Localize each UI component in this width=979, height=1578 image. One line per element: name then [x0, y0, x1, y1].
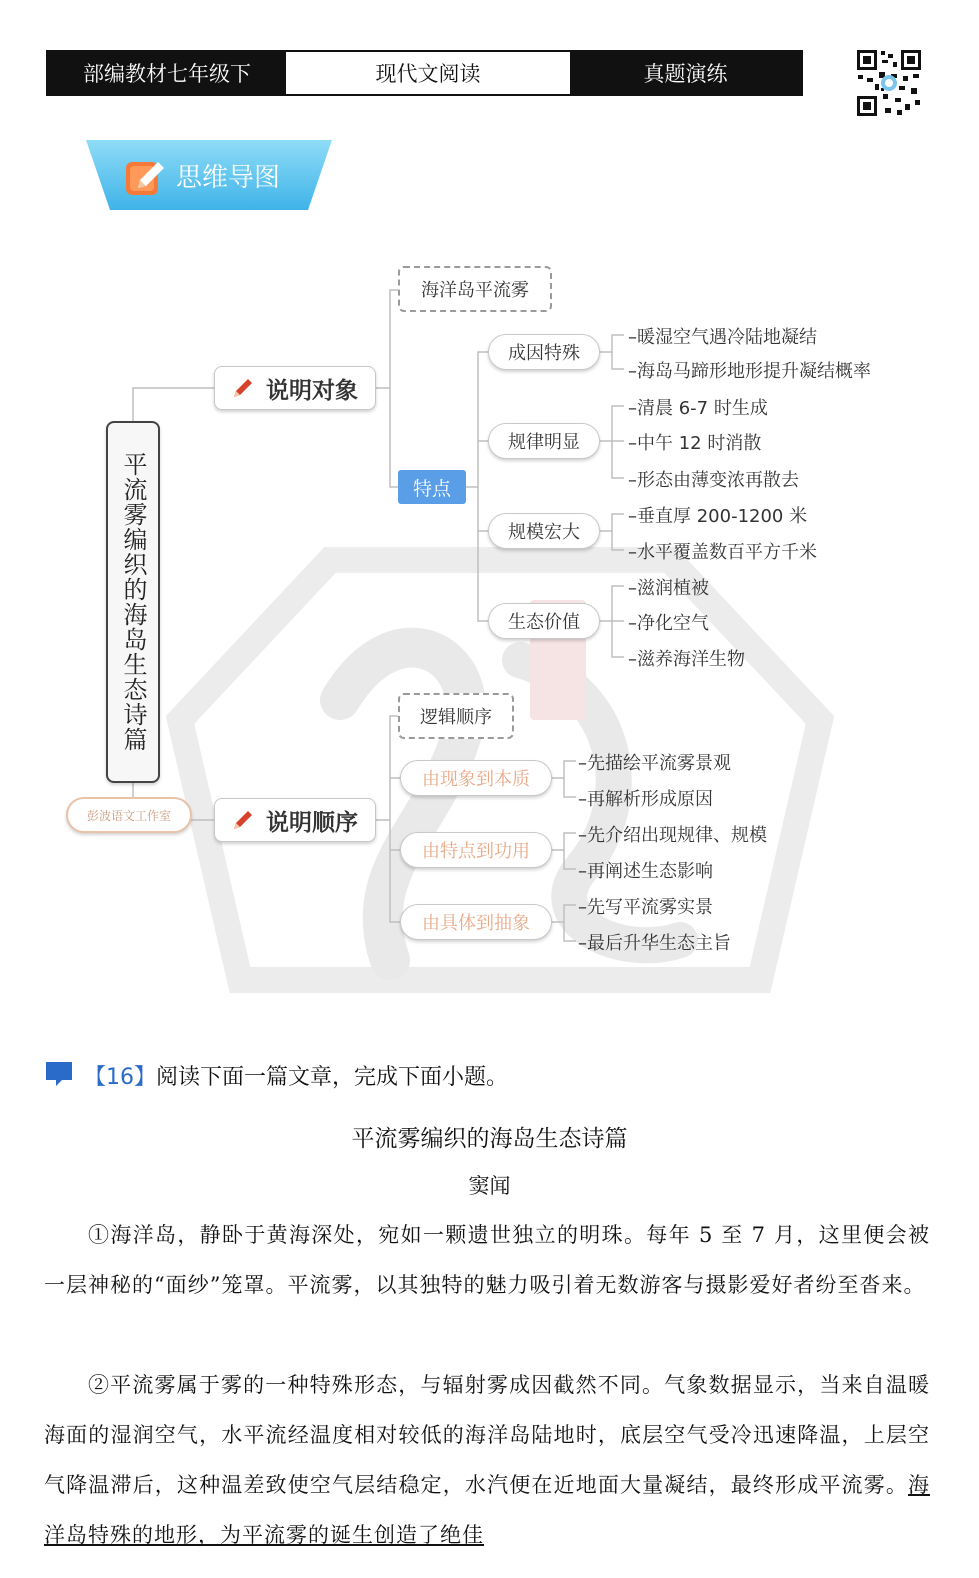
studio-label: 彭波语文工作室 [86, 808, 171, 823]
node-order-type [398, 693, 514, 739]
order-type-label: 逻辑顺序 [420, 707, 492, 728]
pencil-icon [232, 809, 254, 831]
order-item: –先写平流雾实景 [578, 897, 713, 918]
article-paragraph-1: ①海洋岛，静卧于黄海深处，宛如一颗遗世独立的明珠。每年 5 至 7 月，这里便会被一层神秘的“面纱”笼罩。平流雾，以其独特的魅力吸引着无数游客与摄影爱好者纷至沓来。 [44, 1223, 930, 1297]
feature-item: –垂直厚 200-1200 米 [628, 506, 808, 527]
features-chip-label: 特点 [412, 477, 451, 500]
feature-label: 成因特殊 [508, 343, 580, 364]
node-object-label: 说明对象 [266, 377, 358, 404]
paragraph-2-text: ②平流雾属于雾的一种特殊形态，与辐射雾成因截然不同。气象数据显示，当来自温暖海面的湿润空气，水平流经温度相对较低的海洋岛陆地时，底层空气受冷迅速降温，上层空气降温滞后，这种温差致使空气层结稳定，水汽便在近地面大量凝结，最终形成平流雾。 [44, 1373, 930, 1497]
feature-item: –水平覆盖数百平方千米 [628, 542, 817, 563]
order-step-node [400, 760, 552, 796]
feature-item: –中午 12 时消散 [628, 433, 762, 454]
feature-item: –海岛马蹄形地形提升凝结概率 [628, 361, 871, 382]
node-object-target [398, 266, 552, 312]
order-step-node [400, 904, 552, 940]
pencil-icon [232, 377, 254, 399]
paragraph-2-underlined: 海洋岛特殊的地形，为平流雾的诞生创造了绝佳 [44, 1473, 930, 1547]
order-step-label: 由特点到功用 [422, 841, 530, 862]
order-item: –先介绍出现规律、规模 [578, 825, 767, 846]
order-item: –先描绘平流雾景观 [578, 753, 731, 774]
order-step-label: 由现象到本质 [422, 769, 530, 790]
feature-label: 规律明显 [508, 432, 580, 453]
node-features-chip [398, 470, 466, 504]
feature-item: –形态由薄变浓再散去 [628, 470, 799, 491]
feature-item: –滋养海洋生物 [628, 649, 745, 670]
feature-item: –滋润植被 [628, 578, 709, 599]
feature-node [488, 513, 600, 549]
question-number: 【16】 [84, 1065, 156, 1090]
node-order-label: 说明顺序 [266, 809, 358, 836]
article-paragraph-2 [44, 1360, 930, 1560]
header-grade: 部编教材七年级下 [48, 52, 286, 94]
order-step-label: 由具体到抽象 [422, 913, 530, 934]
order-item: –再解析形成原因 [578, 789, 713, 810]
root-label: 平流雾编织的海岛生态诗篇 [119, 452, 147, 752]
question-header [84, 1060, 508, 1091]
article-author: 窦闻 [468, 1174, 511, 1198]
bookmark-icon [44, 1058, 74, 1088]
header-subject: 现代文阅读 [286, 52, 570, 94]
mindmap-root-node [106, 421, 160, 783]
object-target-label: 海洋岛平流雾 [421, 280, 529, 301]
node-explanation-object [214, 366, 376, 410]
feature-label: 规模宏大 [508, 522, 580, 543]
feature-item: –暖湿空气遇冷陆地凝结 [628, 327, 817, 348]
feature-node [488, 334, 600, 370]
feature-node [488, 603, 600, 639]
header-section: 真题演练 [570, 52, 801, 94]
order-step-node [400, 832, 552, 868]
qr-code-icon [855, 48, 923, 118]
feature-item: –净化空气 [628, 613, 709, 634]
order-item: –最后升华生态主旨 [578, 933, 731, 954]
header-bar [46, 50, 803, 96]
studio-badge [66, 797, 192, 833]
article-title: 平流雾编织的海岛生态诗篇 [351, 1126, 628, 1152]
feature-node [488, 423, 600, 459]
notepad-pencil-icon [124, 158, 166, 198]
feature-label: 生态价值 [508, 612, 580, 633]
node-explanation-order [214, 798, 376, 842]
mindmap-tag-label: 思维导图 [176, 163, 281, 193]
feature-item: –清晨 6-7 时生成 [628, 398, 768, 419]
question-prompt: 阅读下面一篇文章，完成下面小题。 [156, 1065, 509, 1090]
order-item: –再阐述生态影响 [578, 861, 713, 882]
